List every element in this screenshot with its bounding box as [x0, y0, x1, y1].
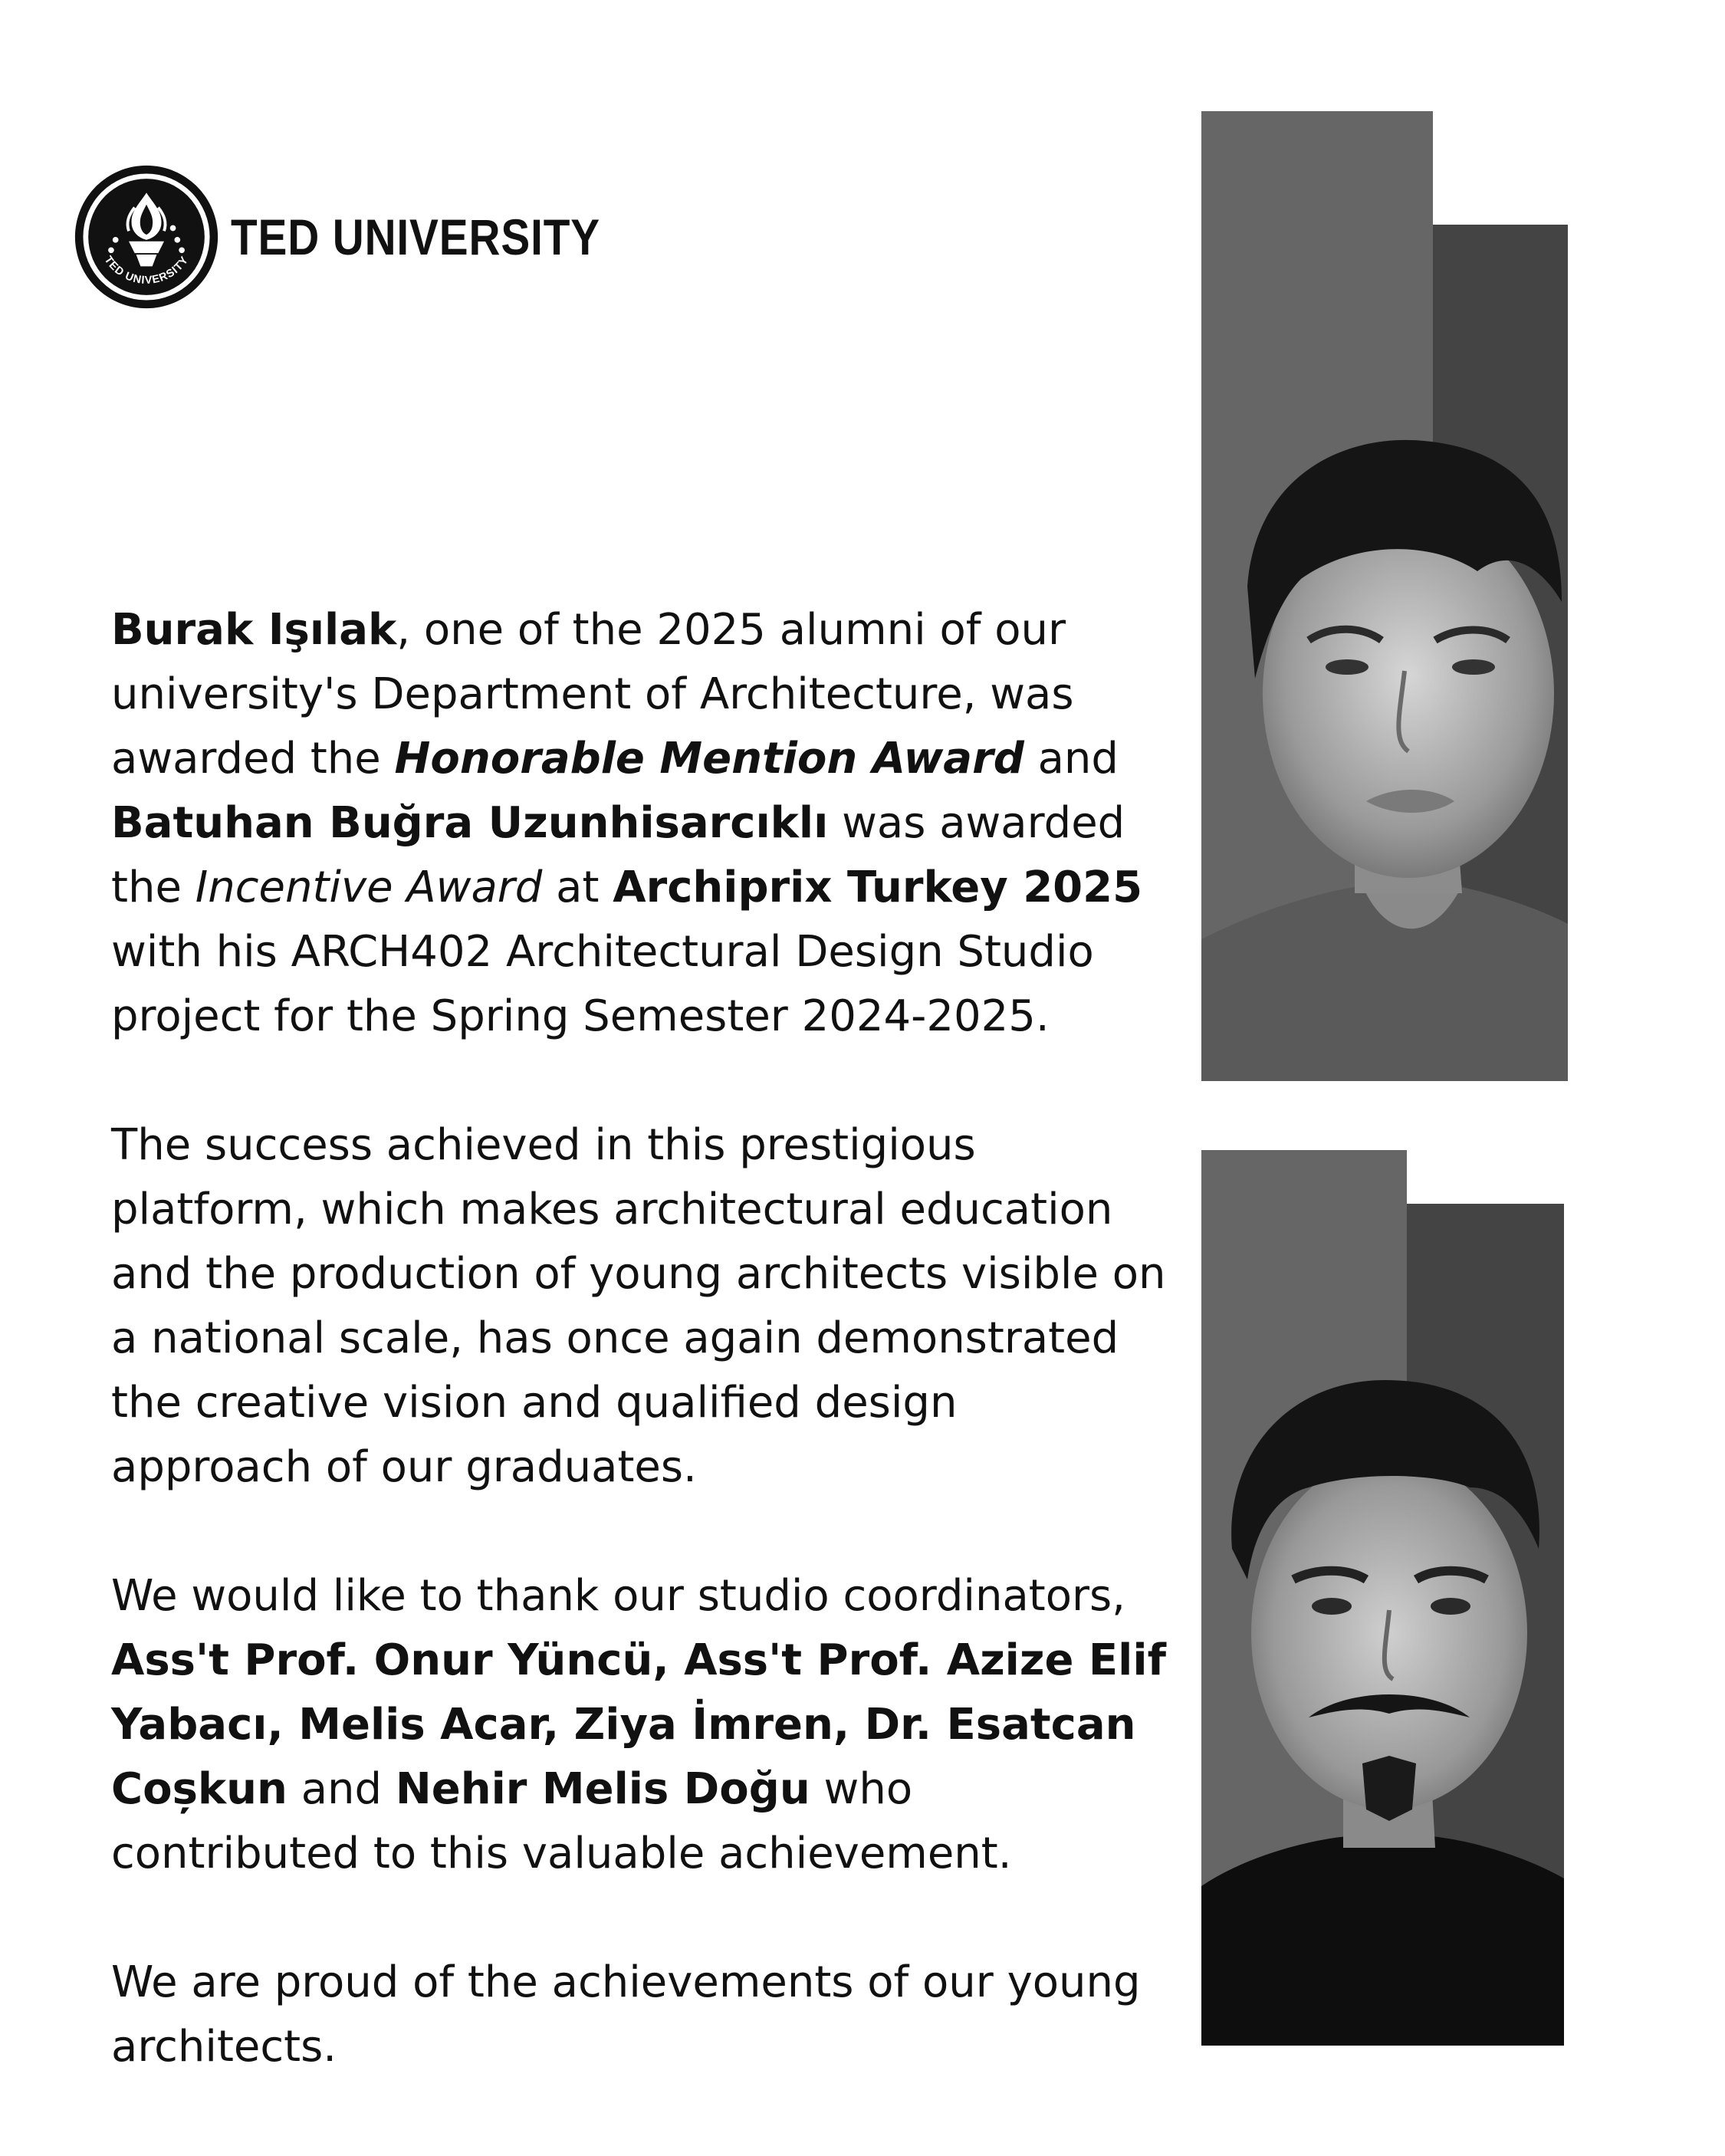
photo-block-1 — [1201, 111, 1568, 1081]
p1-text-5: with his ARCH402 Architectural Design Studio project for the Spring Semester 2024-2025. — [111, 927, 1094, 1041]
p1-text-3: was awarded the — [111, 798, 1125, 912]
p1-text-1: , one of the 2025 alumni of our university's Department of Architecture, was awarded the — [111, 605, 1074, 784]
paragraph-2: The success achieved in this prestigious platform, which makes architectural education and the production of young architects visible on a national scale, has once again demonstrated the creative vision and qualified design approach of our graduates. — [111, 1120, 1166, 1492]
portrait-photo-2 — [1201, 1150, 1564, 2046]
award-name-2: Incentive Award — [195, 863, 543, 912]
p3-text-3: who contributed to this valuable achievement. — [111, 1764, 1012, 1878]
alumnus-name-2: Batuhan Buğra Uzunhisarcıklı — [111, 798, 829, 848]
alumnus-name-1: Burak Işılak — [111, 605, 397, 655]
university-logo — [73, 163, 660, 311]
p3-text-2: and — [287, 1764, 396, 1814]
photo-block-2 — [1201, 1150, 1564, 2046]
paragraph-3 — [111, 1564, 1169, 1886]
seal-text: TED UNIVERSITY — [101, 254, 192, 288]
university-name: TED UNIVERSITY — [231, 209, 600, 265]
paragraph-4: We are proud of the achievements of our young architects. — [111, 1957, 1141, 2072]
p1-text-2: and — [1024, 734, 1119, 784]
coordinator-last-name: Nehir Melis Doğu — [395, 1764, 810, 1814]
article-body — [111, 598, 1169, 2144]
paragraph-1 — [111, 598, 1169, 1049]
coordinator-names: Ass't Prof. Onur Yüncü, Ass't Prof. Azize Elif Yabacı, Melis Acar, Ziya İmren, Dr. Esatcan Coșkun — [111, 1635, 1166, 1814]
p1-text-4: at — [542, 863, 613, 912]
torch-seal-logo-icon — [73, 163, 220, 311]
event-name: Archiprix Turkey 2025 — [613, 863, 1143, 912]
p3-text-1: We would like to thank our studio coordinators, — [111, 1571, 1125, 1621]
award-name-1: Honorable Mention Award — [394, 734, 1024, 784]
portrait-photo-1 — [1201, 111, 1568, 1081]
